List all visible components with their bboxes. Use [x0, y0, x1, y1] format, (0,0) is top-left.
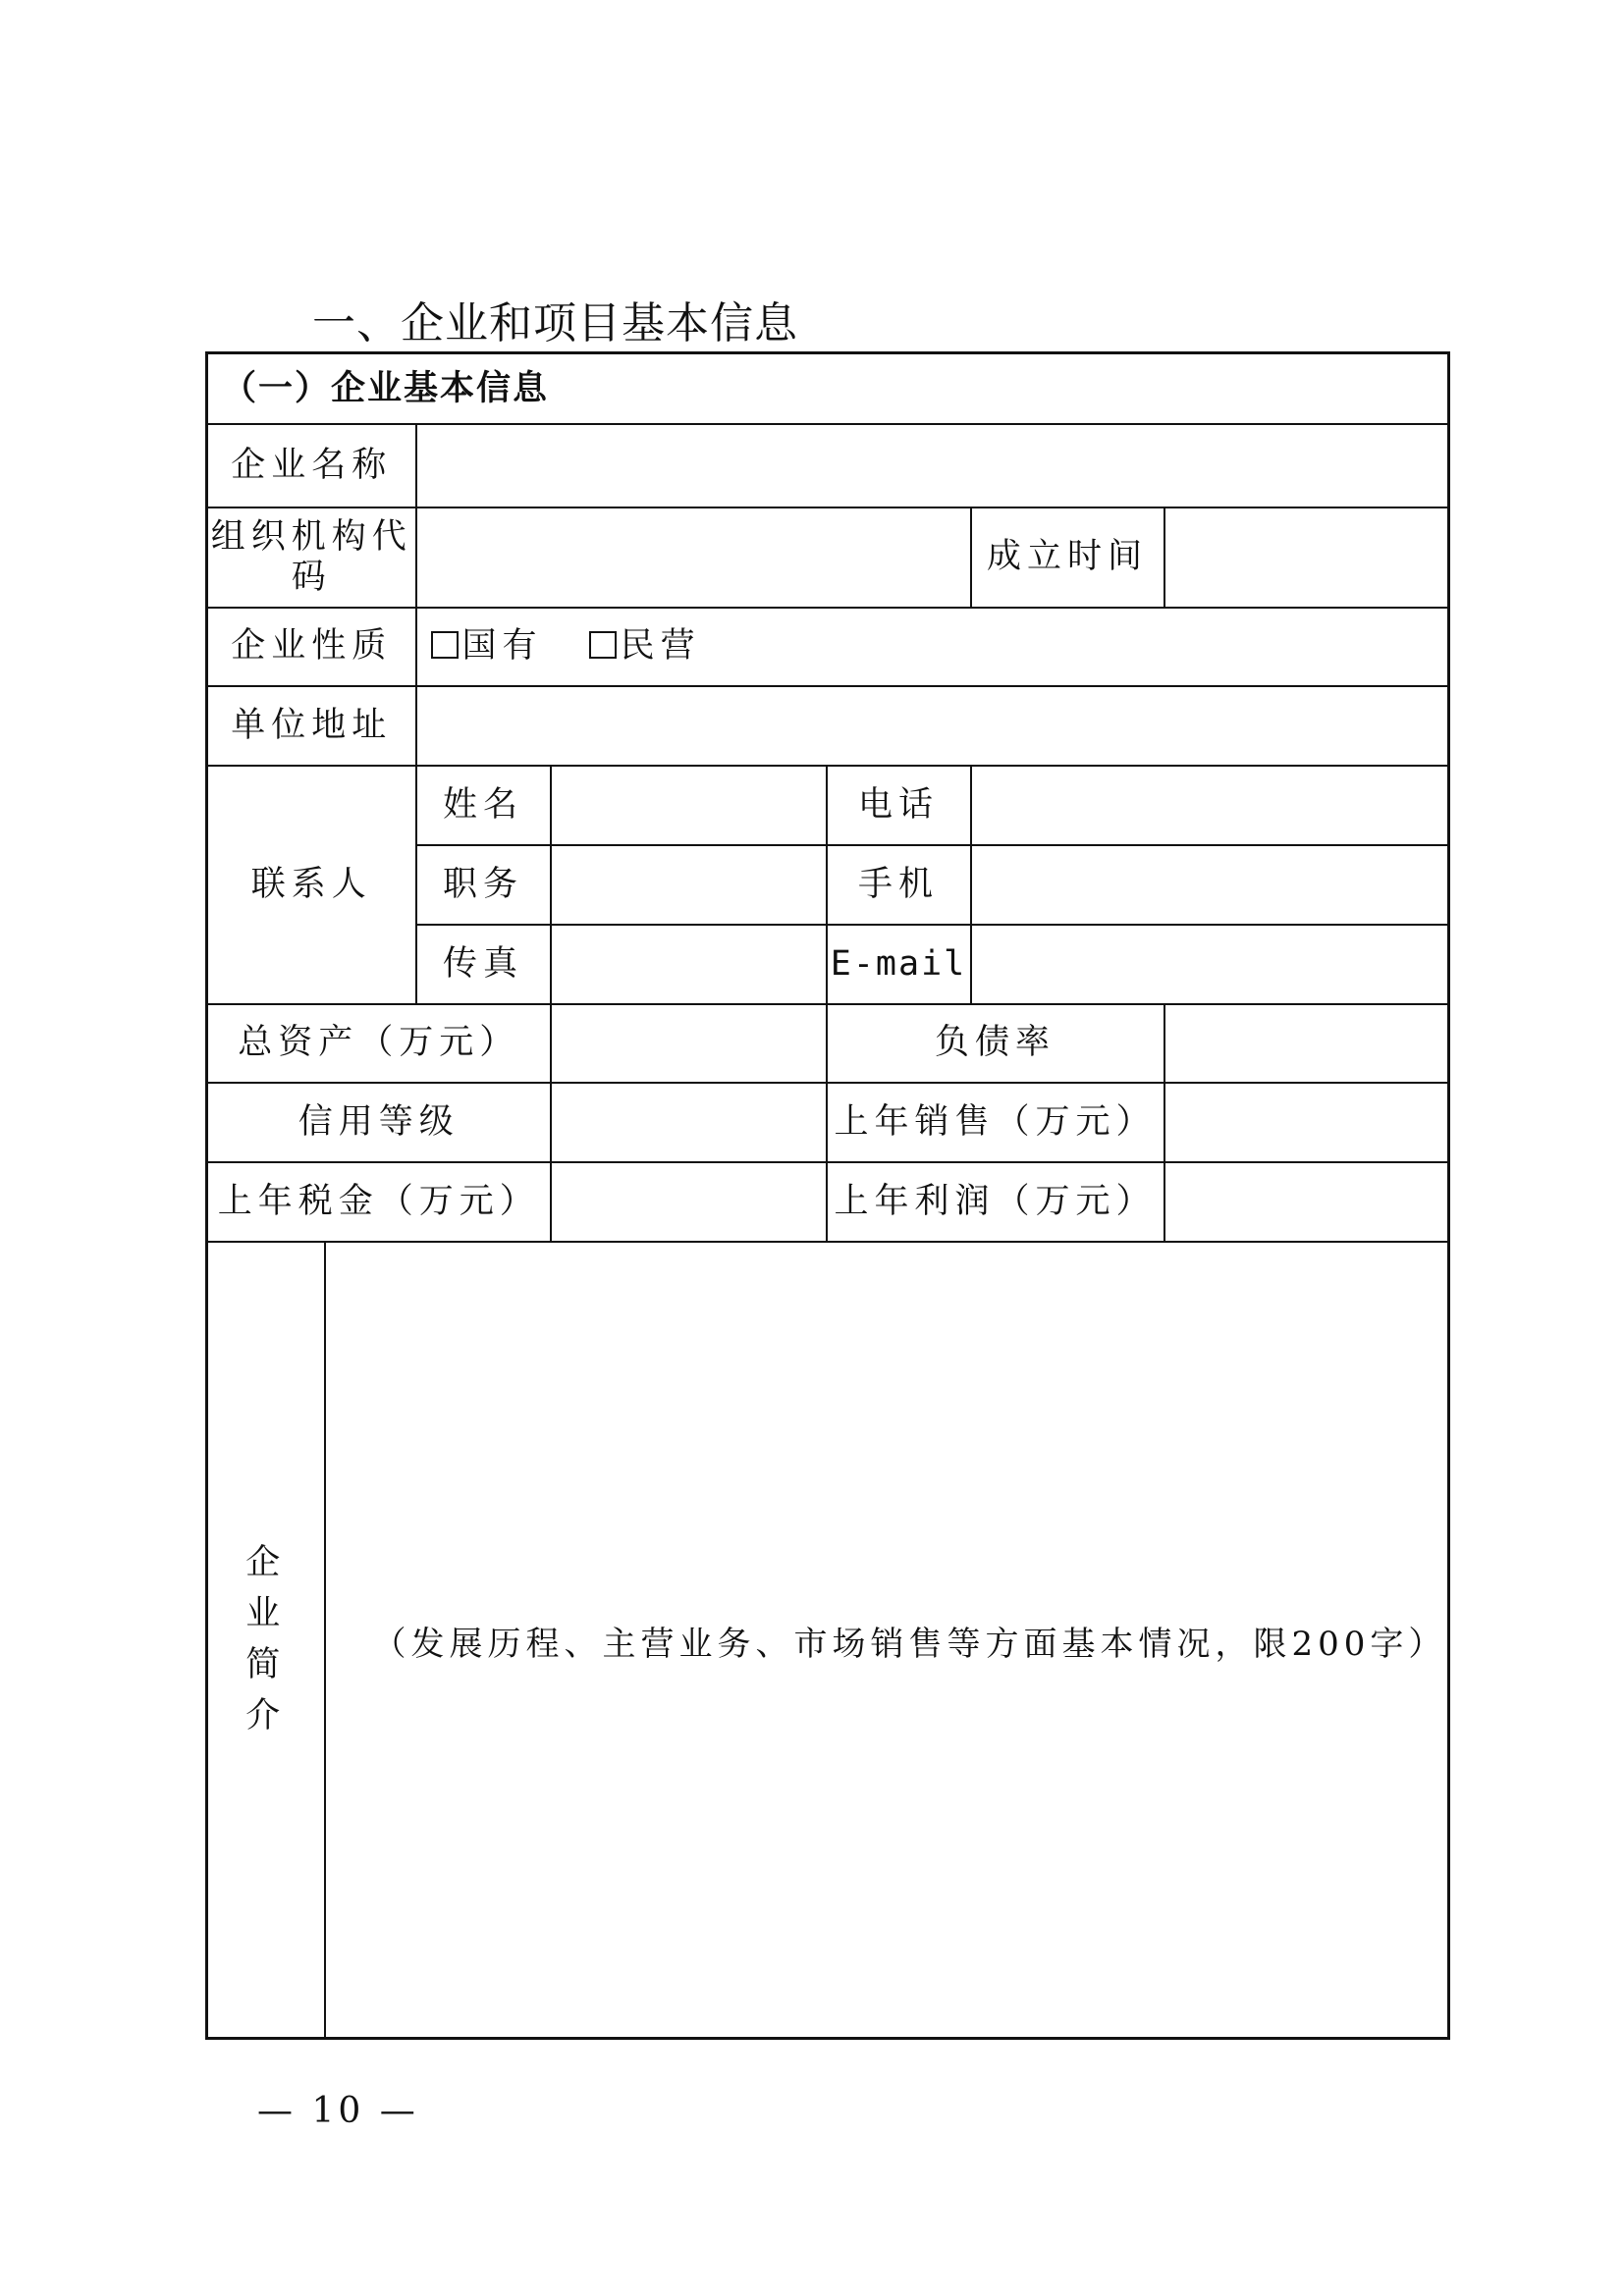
page-heading: 一、企业和项目基本信息 [312, 298, 798, 348]
founded-label: 成立时间 [971, 507, 1164, 608]
debt-ratio-field[interactable] [1164, 1004, 1449, 1083]
nature-option-label: 民营 [620, 626, 701, 667]
contact-email-label: E-mail [827, 925, 971, 1004]
org-code-label: 组织机构代码 [207, 507, 416, 608]
last-year-sales-field[interactable] [1164, 1083, 1449, 1162]
contact-position-field[interactable] [551, 845, 827, 925]
nature-label: 企业性质 [207, 608, 416, 686]
company-name-label: 企业名称 [207, 424, 416, 507]
contact-fax-field[interactable] [551, 925, 827, 1004]
last-year-profit-field[interactable] [1164, 1162, 1449, 1242]
credit-rating-field[interactable] [551, 1083, 827, 1162]
contact-position-label: 职务 [416, 845, 551, 925]
company-intro-char: 简 [245, 1645, 287, 1685]
total-assets-field[interactable] [551, 1004, 827, 1083]
company-intro-field[interactable] [325, 1242, 1449, 2039]
contact-name-label: 姓名 [416, 766, 551, 845]
contact-name-field[interactable] [551, 766, 827, 845]
last-year-tax-label: 上年税金（万元） [207, 1162, 551, 1242]
enterprise-info-form [205, 351, 1450, 2040]
page-number: — 10 — [257, 2091, 419, 2131]
company-name-field[interactable] [416, 424, 1449, 507]
section-title: （一）企业基本信息 [207, 353, 1449, 424]
last-year-profit-label: 上年利润（万元） [827, 1162, 1164, 1242]
company-intro-char: 业 [245, 1594, 287, 1634]
contact-label: 联系人 [207, 766, 416, 1004]
nature-option-state-owned[interactable] [431, 626, 543, 666]
contact-mobile-label: 手机 [827, 845, 971, 925]
company-intro-hint: （发展历程、主营业务、市场销售等方面基本情况，限200字） [372, 1624, 1447, 1664]
total-assets-label: 总资产（万元） [207, 1004, 551, 1083]
checkbox-icon[interactable] [431, 631, 459, 659]
nature-option-private[interactable] [589, 626, 701, 666]
contact-mobile-field[interactable] [971, 845, 1449, 925]
contact-phone-label: 电话 [827, 766, 971, 845]
org-code-field[interactable] [416, 507, 971, 608]
company-intro-label [207, 1242, 325, 2039]
founded-field[interactable] [1164, 507, 1449, 608]
debt-ratio-label: 负债率 [827, 1004, 1164, 1083]
credit-rating-label: 信用等级 [207, 1083, 551, 1162]
last-year-sales-label: 上年销售（万元） [827, 1083, 1164, 1162]
nature-option-label: 国有 [461, 626, 543, 667]
address-label: 单位地址 [207, 686, 416, 766]
address-field[interactable] [416, 686, 1449, 766]
company-intro-char: 企 [245, 1543, 287, 1583]
contact-fax-label: 传真 [416, 925, 551, 1004]
company-intro-char: 介 [245, 1696, 287, 1736]
contact-phone-field[interactable] [971, 766, 1449, 845]
last-year-tax-field[interactable] [551, 1162, 827, 1242]
checkbox-icon[interactable] [589, 631, 617, 659]
nature-options [416, 608, 1449, 686]
contact-email-field[interactable] [971, 925, 1449, 1004]
